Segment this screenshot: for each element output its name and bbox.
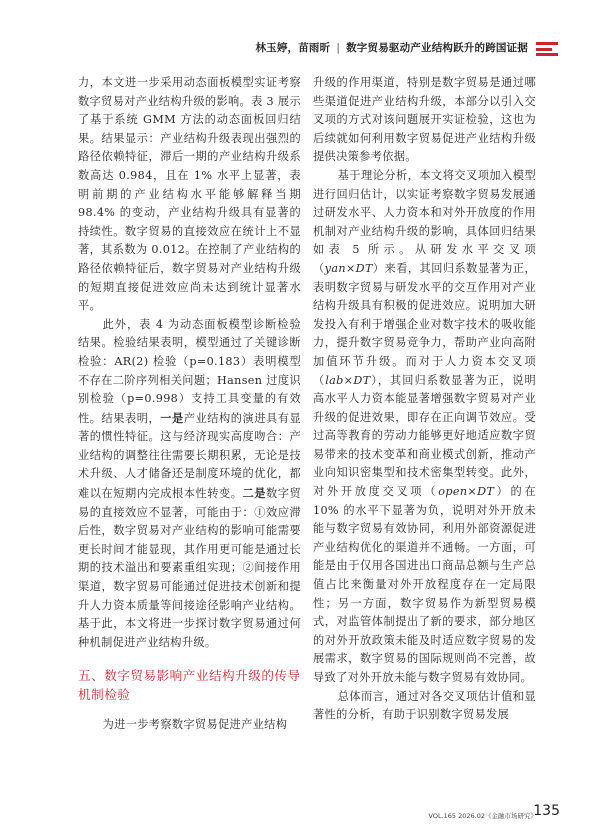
left-paragraph-2-part-d: 数字贸易的直接效应不显著，可能由于：①效应滞后性，数字贸易对产业结构的影响可能需要更长时间才能显现，其作用更可能是通过长期的技术溢出和要素重组实现；②间接作用渠道，数字贸易可能通过促进技术创新和提升人力资本质量等间接途径影响产业结构。基于此，本文将进一步探讨数字贸易通过何种机制促进产业结构升级。 [78,487,301,649]
running-header-text [255,40,528,55]
left-paragraph-2-part-c: 产业结构的演进具有显著的惯性特征。这与经济现实高度吻合：产业结构的调整往往需要长期积累，无论是技术升级、人才储备还是制度环境的优化，都难以在短期内完成根本性转变。 [78,411,301,501]
left-paragraph-2-part-a: 此外，表 4 为动态面板模型诊断检验结果。检验结果表明，模型通过了关键诊断检验：AR(2) 检验（p=0.183）表明模型不存在二阶序列相关问题；Hansen 过度识别检验（p=0.998）支持工具变量的有效性。结果表明， [78,317,301,425]
right-paragraph-2-formula-3: open×DT [438,485,495,499]
header-authors: 林玉婷，苗雨昕 [255,42,331,54]
right-paragraph-2-part-c: ），其回归系数显著为正，说明高水平人力资本能显著增强数字贸易对产业升级的促进效果，即存在正向调节效应。受过高等教育的劳动力能够更好地适应数字贸易带来的技术变革和商业模式创新，推动产业向知识密集型和技术密集型转变。此外，对外开放度交叉项（ [313,373,536,499]
right-paragraph-2-part-d: ）的在 10% 的水平下显著为负，说明对外开放未能与数字贸易有效协同，利用外部资源促进产业结构优化的渠道并不通畅。一方面，可能是由于仅用各国进出口商品总额与生产总值占比来衡量对外开放程度存在一定局限性；另一方面，数字贸易作为新型贸易模式，对监管体制提出了新的要求，部分地区的对外开放政策未能及时适应数字贸易的发展需求，数字贸易的国际规则尚不完善，故导致了对外开放未能与数字贸易有效协同。 [313,485,536,684]
left-paragraph-2-emphasis-2: 二是 [242,486,266,501]
right-paragraph-2-part-a: 基于理论分析，本文将交叉项加入模型进行回归估计，以实证考察数字贸易发展通过研发水平、人力资本和对外开放度的作用机制对产业结构升级的影响，具体回归结果如表 5 所示。从研发水平交叉项（ [313,168,536,275]
left-paragraph-3: 为进一步考察数字贸易促进产业结构 [102,718,288,732]
journal-volume-info: VOL.165 2026.02《金融市场研究》 [428,812,537,820]
right-paragraph-3: 总体而言，通过对各交叉项估计值和显著性的分析，有助于识别数字贸易发展 [313,689,536,722]
right-paragraph-2-formula-1: yan×DT [324,261,373,275]
left-paragraph-2 [78,316,301,653]
right-paragraph-2-part-b: ）来看，其回归系数显著为正，表明数字贸易与研发水平的交互作用对产业结构升级具有积极的促进效应。说明加大研发投入有利于增强企业对数字技术的吸收能力，提升数字贸易竞争力，帮助产业向高附加值环节升级。而对于人力资本交叉项（ [313,261,536,387]
section-heading: 五、数字贸易影响产业结构升级的传导机制检验 [78,668,301,703]
header-article-title: 数字贸易驱动产业结构跃升的跨国证据 [346,42,528,54]
right-paragraph-1: 升级的作用渠道，特别是数字贸易是通过哪些渠道促进产业结构升级，本部分以引入交叉项的方式对该问题展开实证检验，这也为后续就如何利用数字贸易促进产业结构升级提供决策参考依据。 [313,76,536,164]
left-column [78,74,301,735]
right-paragraph-2-formula-2: lab×DT [325,373,371,387]
header-separator: | [336,42,341,54]
left-paragraph-2-emphasis-1: 一是 [160,410,184,425]
journal-logo-mark [536,42,558,56]
right-paragraph-2 [313,167,536,688]
running-header [0,38,602,62]
left-paragraph-1: 力，本文进一步采用动态面板模型实证考察数字贸易对产业结构升级的影响。表 3 展示了基于系统 GMM 方法的动态面板回归结果。结果显示：产业结构升级表现出强烈的路径依赖特征，滞后一期的产业结构升级系数高达 0.984，且在 1% 水平上显著，表明前期的产业结构水平能够解释当期 98.4% 的变动，产业结构升级具有显著的持续性。数字贸易的直接效应在统计上不显著，其系数为 0.012。在控制了产业结构的路径依赖特征后，数字贸易对产业结构升级的短期直接促进效应尚未达到统计显著水平。 [78,76,301,313]
right-column [313,74,536,725]
page-number: 135 [533,803,560,819]
